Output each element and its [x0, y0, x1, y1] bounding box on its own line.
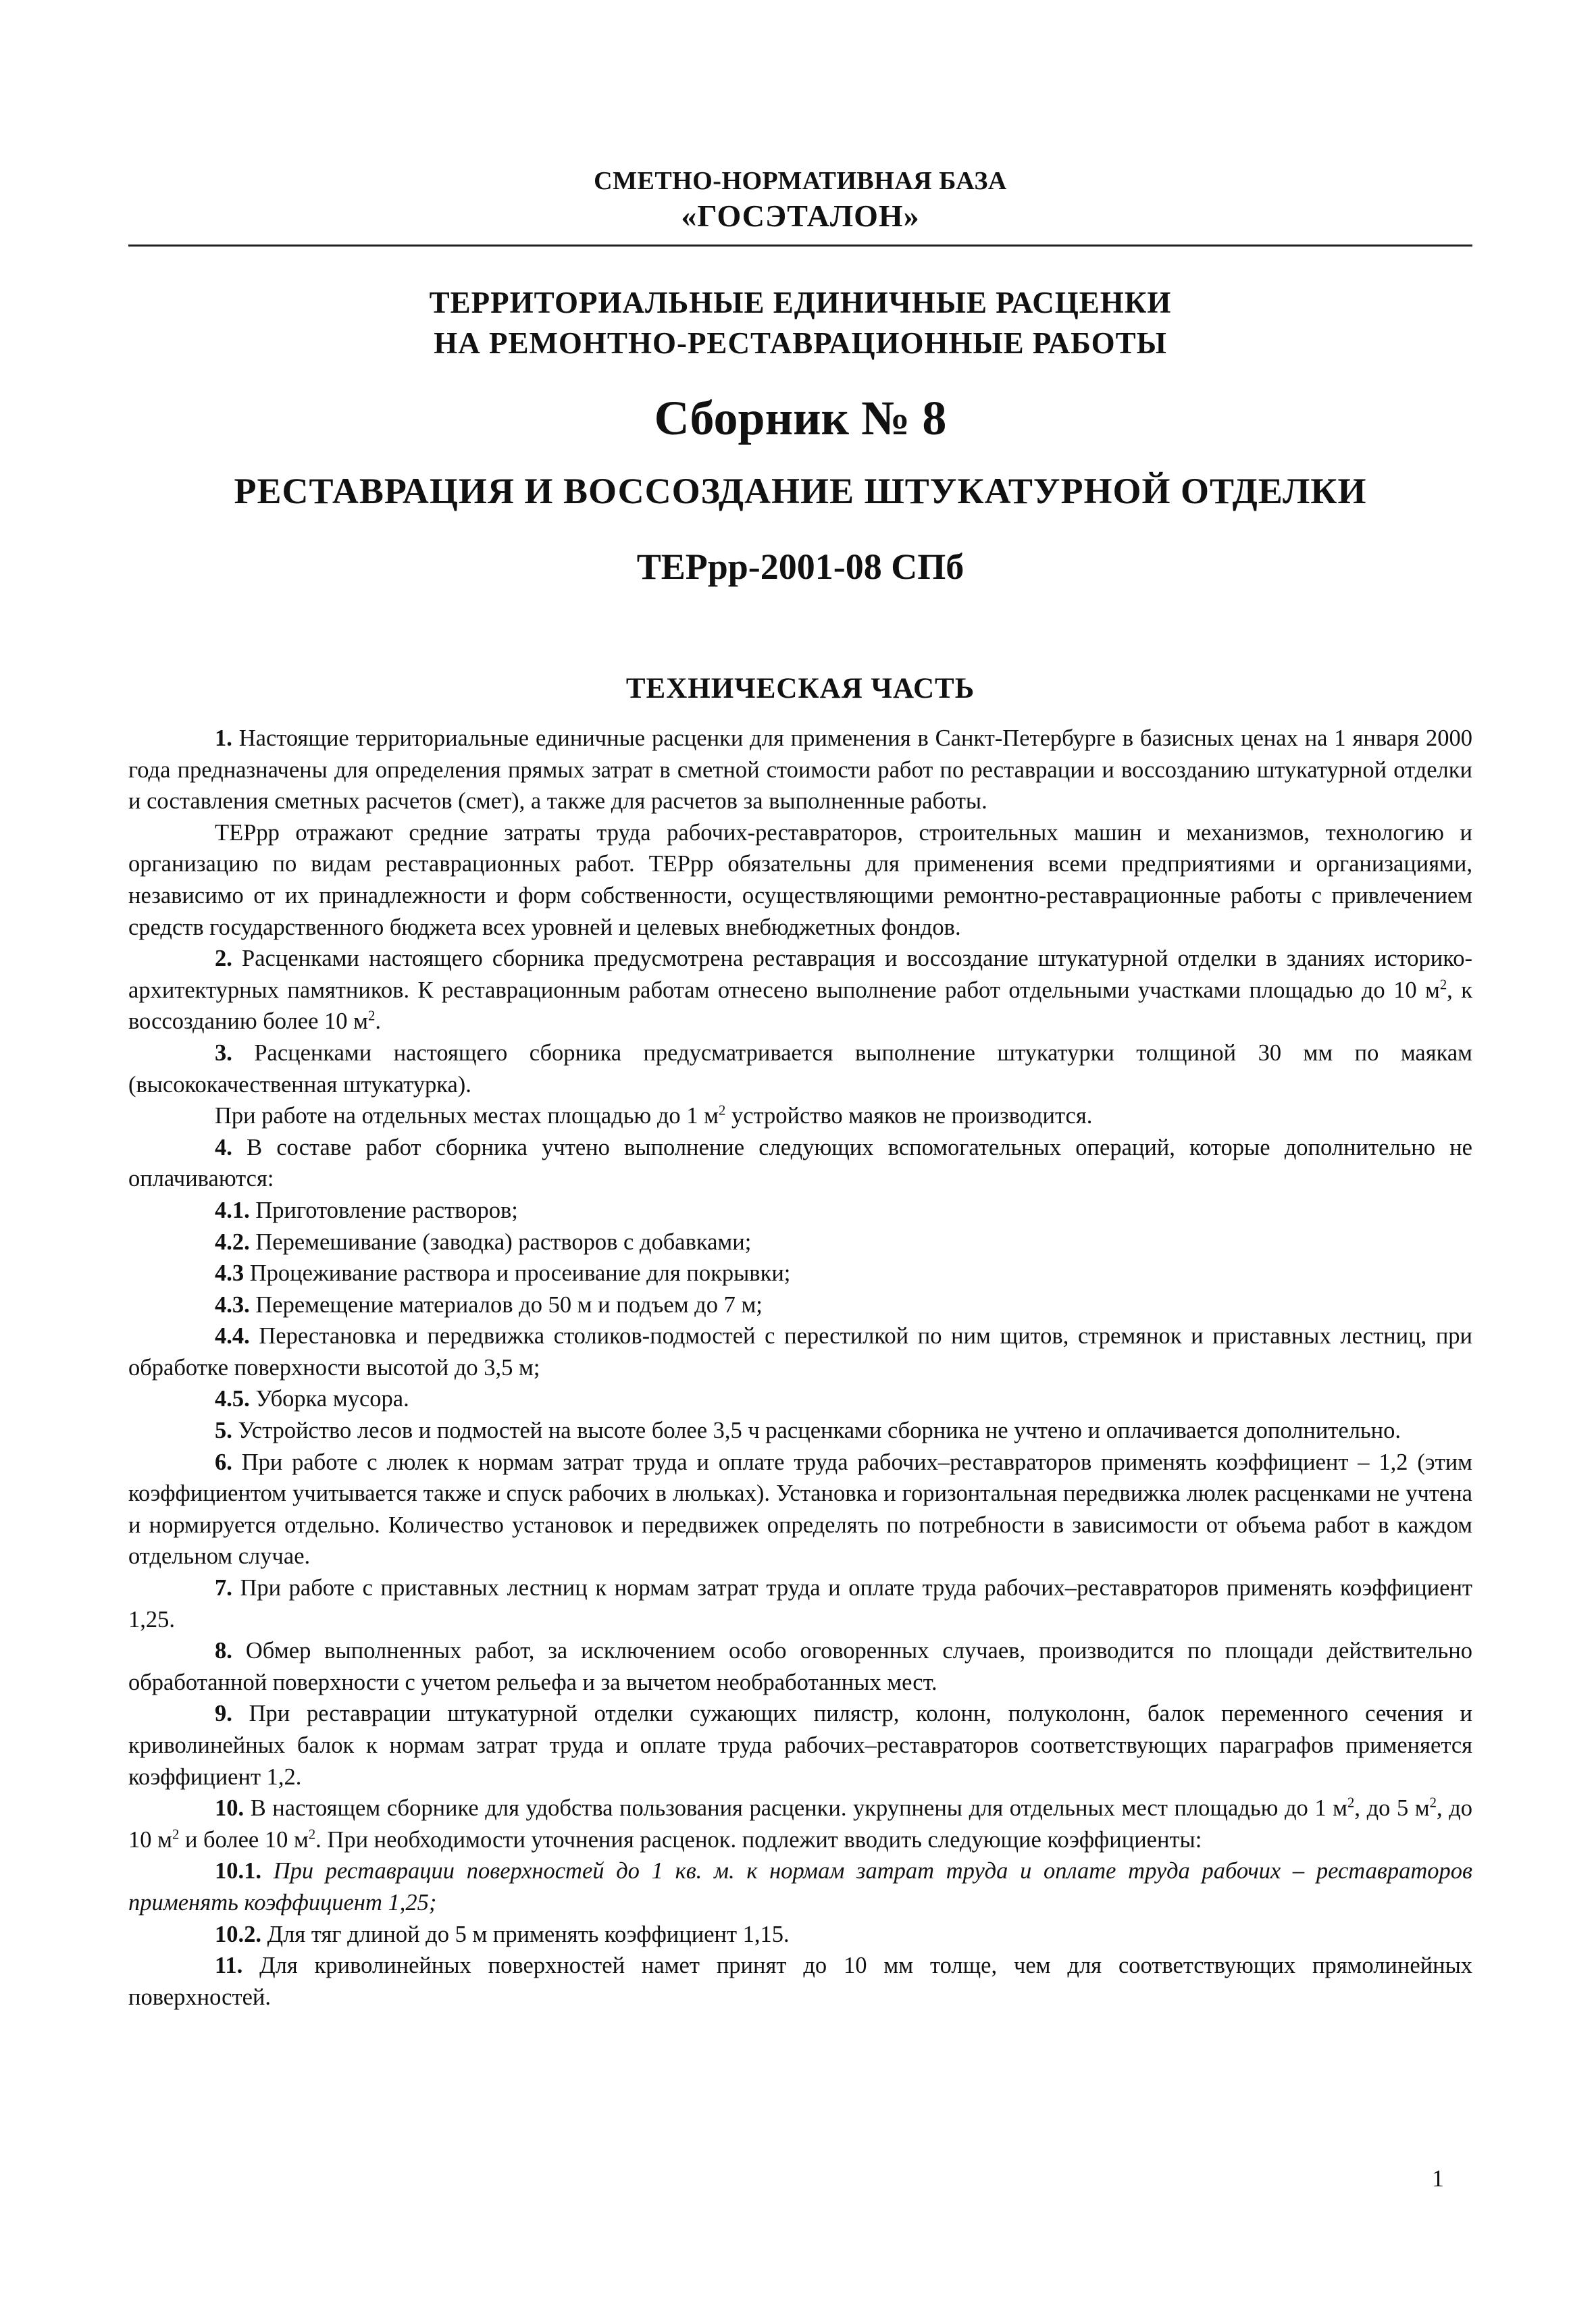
- paragraph: [128, 1037, 1472, 1100]
- paragraph-text: ТЕРрр отражают средние затраты труда рабочих-реставраторов, строительных машин и механизмов, технологию и организацию по видам реставрационных работ. ТЕРрр обязательны для применения всеми предприятиями и организациями, независимо от их принадлежности и форм собственности, осуществляющими ремонтно-реставрационные работы с привлечением средств государственного бюджета всех уровней и целевых внебюджетных фондов.: [128, 819, 1472, 940]
- paragraph: [128, 1227, 1472, 1258]
- paragraph-number: 1.: [215, 725, 232, 751]
- paragraph-number: 10.2.: [215, 1921, 261, 1947]
- paragraph-text: Расценками настоящего сборника предусмотрена реставрация и воссоздание штукатурной отделки в зданиях историко-архитектурных памятников. К реставрационным работам отнесено выполнение работ отдельными участками площадью до 10 м: [128, 946, 1472, 1003]
- document-header: [128, 165, 1472, 236]
- paragraph-number: 4.: [215, 1134, 232, 1160]
- superscript: 2: [1347, 1795, 1355, 1811]
- paragraph: [128, 1195, 1472, 1227]
- paragraph-text: и более 10 м: [179, 1826, 309, 1853]
- header-line-brand: «ГОСЭТАЛОН»: [681, 199, 920, 233]
- paragraph-text: Перемешивание (заводка) растворов с добавками;: [249, 1229, 752, 1255]
- paragraph: [128, 1289, 1472, 1321]
- paragraph-number: 4.5.: [215, 1386, 250, 1412]
- paragraph-text: Приготовление растворов;: [249, 1197, 518, 1223]
- paragraph-text: В составе работ сборника учтено выполнение следующих вспомогательных операций, которые дополнительно не оплачиваются:: [128, 1134, 1472, 1192]
- paragraph-number: 4.2.: [215, 1229, 250, 1255]
- paragraph-text: Уборка мусора.: [249, 1386, 409, 1412]
- paragraph-text: При реставрации поверхностей до 1 кв. м. к нормам затрат труда и оплате труда рабочих – реставраторов применять коэффициент 1,25;: [128, 1858, 1472, 1916]
- paragraph: [128, 1383, 1472, 1415]
- paragraph-number: 4.1.: [215, 1197, 250, 1223]
- superscript: 2: [172, 1827, 180, 1843]
- paragraph-text: Устройство лесов и подмостей на высоте более 3,5 ч расценками сборника не учтено и оплачивается дополнительно.: [232, 1418, 1401, 1444]
- paragraph-text: Настоящие территориальные единичные расценки для применения в Санкт-Петербурге в базисных ценах на 1 января 2000 года предназначены для определения прямых затрат в сметной стоимости работ по реставрации и воссозданию штукатурной отделки и составления сметных расчетов (смет), а также для расчетов за выполненные работы.: [128, 725, 1472, 815]
- paragraph: [128, 723, 1472, 817]
- paragraph-number: 4.4.: [215, 1323, 250, 1349]
- paragraph-number: 4.3.: [215, 1291, 250, 1318]
- paragraph: [128, 1919, 1472, 1951]
- paragraph: [128, 1447, 1472, 1572]
- paragraph: [128, 1950, 1472, 2013]
- document-body: [128, 723, 1472, 2013]
- header-line-organization: СМЕТНО-НОРМАТИВНАЯ БАЗА: [594, 167, 1007, 195]
- paragraph-text: Перемещение материалов до 50 м и подъем до 7 м;: [249, 1291, 763, 1318]
- paragraph-number: 10.: [215, 1795, 244, 1822]
- page-number: 1: [1432, 2165, 1444, 2192]
- paragraph-text: , к воссозданию более 10 м: [128, 977, 1472, 1035]
- paragraph-number: 2.: [215, 946, 232, 972]
- superscript: 2: [1429, 1795, 1437, 1811]
- paragraph: [128, 1100, 1472, 1132]
- paragraph-text: Для тяг длиной до 5 м применять коэффициент 1,15.: [261, 1921, 790, 1947]
- paragraph-number: 3.: [215, 1039, 232, 1066]
- paragraph: [128, 1793, 1472, 1855]
- subject-title: РЕСТАВРАЦИЯ И ВОССОЗДАНИЕ ШТУКАТУРНОЙ ОТДЕЛКИ: [234, 471, 1367, 511]
- document-titles: [128, 282, 1472, 590]
- paragraph-text: Перестановка и передвижка столиков-подмостей с перестилкой по ним щитов, стремянок и приставных лестниц, при обработке поверхности высотой до 3,5 м;: [128, 1323, 1472, 1381]
- collection-title: Сборник № 8: [654, 391, 947, 445]
- paragraph-text: В настоящем сборнике для удобства пользования расценки. укрупнены для отдельных мест площадью до 1 м: [244, 1795, 1348, 1822]
- paragraph-text: При реставрации штукатурной отделки сужающих пилястр, колонн, полуколонн, балок переменного сечения и криволинейных балок к нормам затрат труда и оплате труда рабочих–реставраторов соответствующих параграфов применяется коэффициент 1,2.: [128, 1701, 1472, 1790]
- paragraph-text: При работе на отдельных местах площадью до 1 м: [215, 1103, 719, 1129]
- paragraph-number: 9.: [215, 1701, 232, 1727]
- superscript: 2: [308, 1827, 316, 1843]
- paragraph: [128, 1698, 1472, 1793]
- paragraph-number: 11.: [215, 1953, 243, 1979]
- paragraph: [128, 1258, 1472, 1289]
- paragraph-number: 7.: [215, 1575, 232, 1601]
- paragraph-number: 4.3: [215, 1260, 244, 1287]
- paragraph: [128, 817, 1472, 943]
- superscript: 2: [368, 1008, 376, 1024]
- paragraph-text: , до 5 м: [1354, 1795, 1430, 1822]
- paragraph-text: .: [375, 1008, 381, 1035]
- paragraph-text: Расценками настоящего сборника предусматривается выполнение штукатурки толщиной 30 мм по маякам (высококачественная штукатурка).: [128, 1039, 1472, 1098]
- paragraph-text: устройство маяков не производится.: [725, 1103, 1093, 1129]
- paragraph-text: При работе с люлек к нормам затрат труда и оплате труда рабочих–реставраторов применять коэффициент – 1,2 (этим коэффициентом учитывается также и спуск рабочих в люльках). Установка и горизонтальная передвижка люлек расценками не учтена и нормируется отдельно. Количество установок и передвижек определять по потребности в зависимости от объема работ в каждом отдельном случае.: [128, 1449, 1472, 1570]
- paragraph: [128, 1132, 1472, 1195]
- paragraph-text: , до 10 м: [128, 1795, 1472, 1853]
- paragraph: [128, 943, 1472, 1037]
- paragraph-number: 6.: [215, 1449, 232, 1475]
- paragraph-text: . При необходимости уточнения расценок. подлежит вводить следующие коэффициенты:: [315, 1826, 1202, 1853]
- document-code: ТЕРрр-2001-08 СПб: [636, 546, 964, 587]
- paragraph-number: 10.1.: [215, 1858, 261, 1884]
- paragraph-text: Обмер выполненных работ, за исключением особо оговоренных случаев, производится по площади действительно обработанной поверхности с учетом рельефа и за вычетом необработанных мест.: [128, 1638, 1472, 1695]
- section-title: ТЕХНИЧЕСКАЯ ЧАСТЬ: [625, 673, 975, 704]
- paragraph-text: При работе с приставных лестниц к нормам затрат труда и оплате труда рабочих–реставраторов применять коэффициент 1,25.: [128, 1575, 1472, 1632]
- paragraph-number: 5.: [215, 1418, 232, 1444]
- paragraph: [128, 1572, 1472, 1635]
- header-divider: [128, 245, 1472, 247]
- paragraph: [128, 1855, 1472, 1918]
- superscript: 2: [718, 1103, 726, 1119]
- title-line-1: ТЕРРИТОРИАЛЬНЫЕ ЕДИНИЧНЫЕ РАСЦЕНКИ: [429, 286, 1172, 319]
- paragraph: [128, 1320, 1472, 1383]
- paragraph: [128, 1635, 1472, 1698]
- paragraph-text: Процеживание раствора и просеивание для покрывки;: [244, 1260, 791, 1287]
- paragraph-text: Для криволинейных поверхностей намет принят до 10 мм толще, чем для соответствующих прямолинейных поверхностей.: [128, 1953, 1472, 2010]
- superscript: 2: [1439, 977, 1447, 993]
- title-line-2: НА РЕМОНТНО-РЕСТАВРАЦИОННЫЕ РАБОТЫ: [434, 326, 1167, 360]
- paragraph: [128, 1415, 1472, 1447]
- paragraph-number: 8.: [215, 1638, 232, 1664]
